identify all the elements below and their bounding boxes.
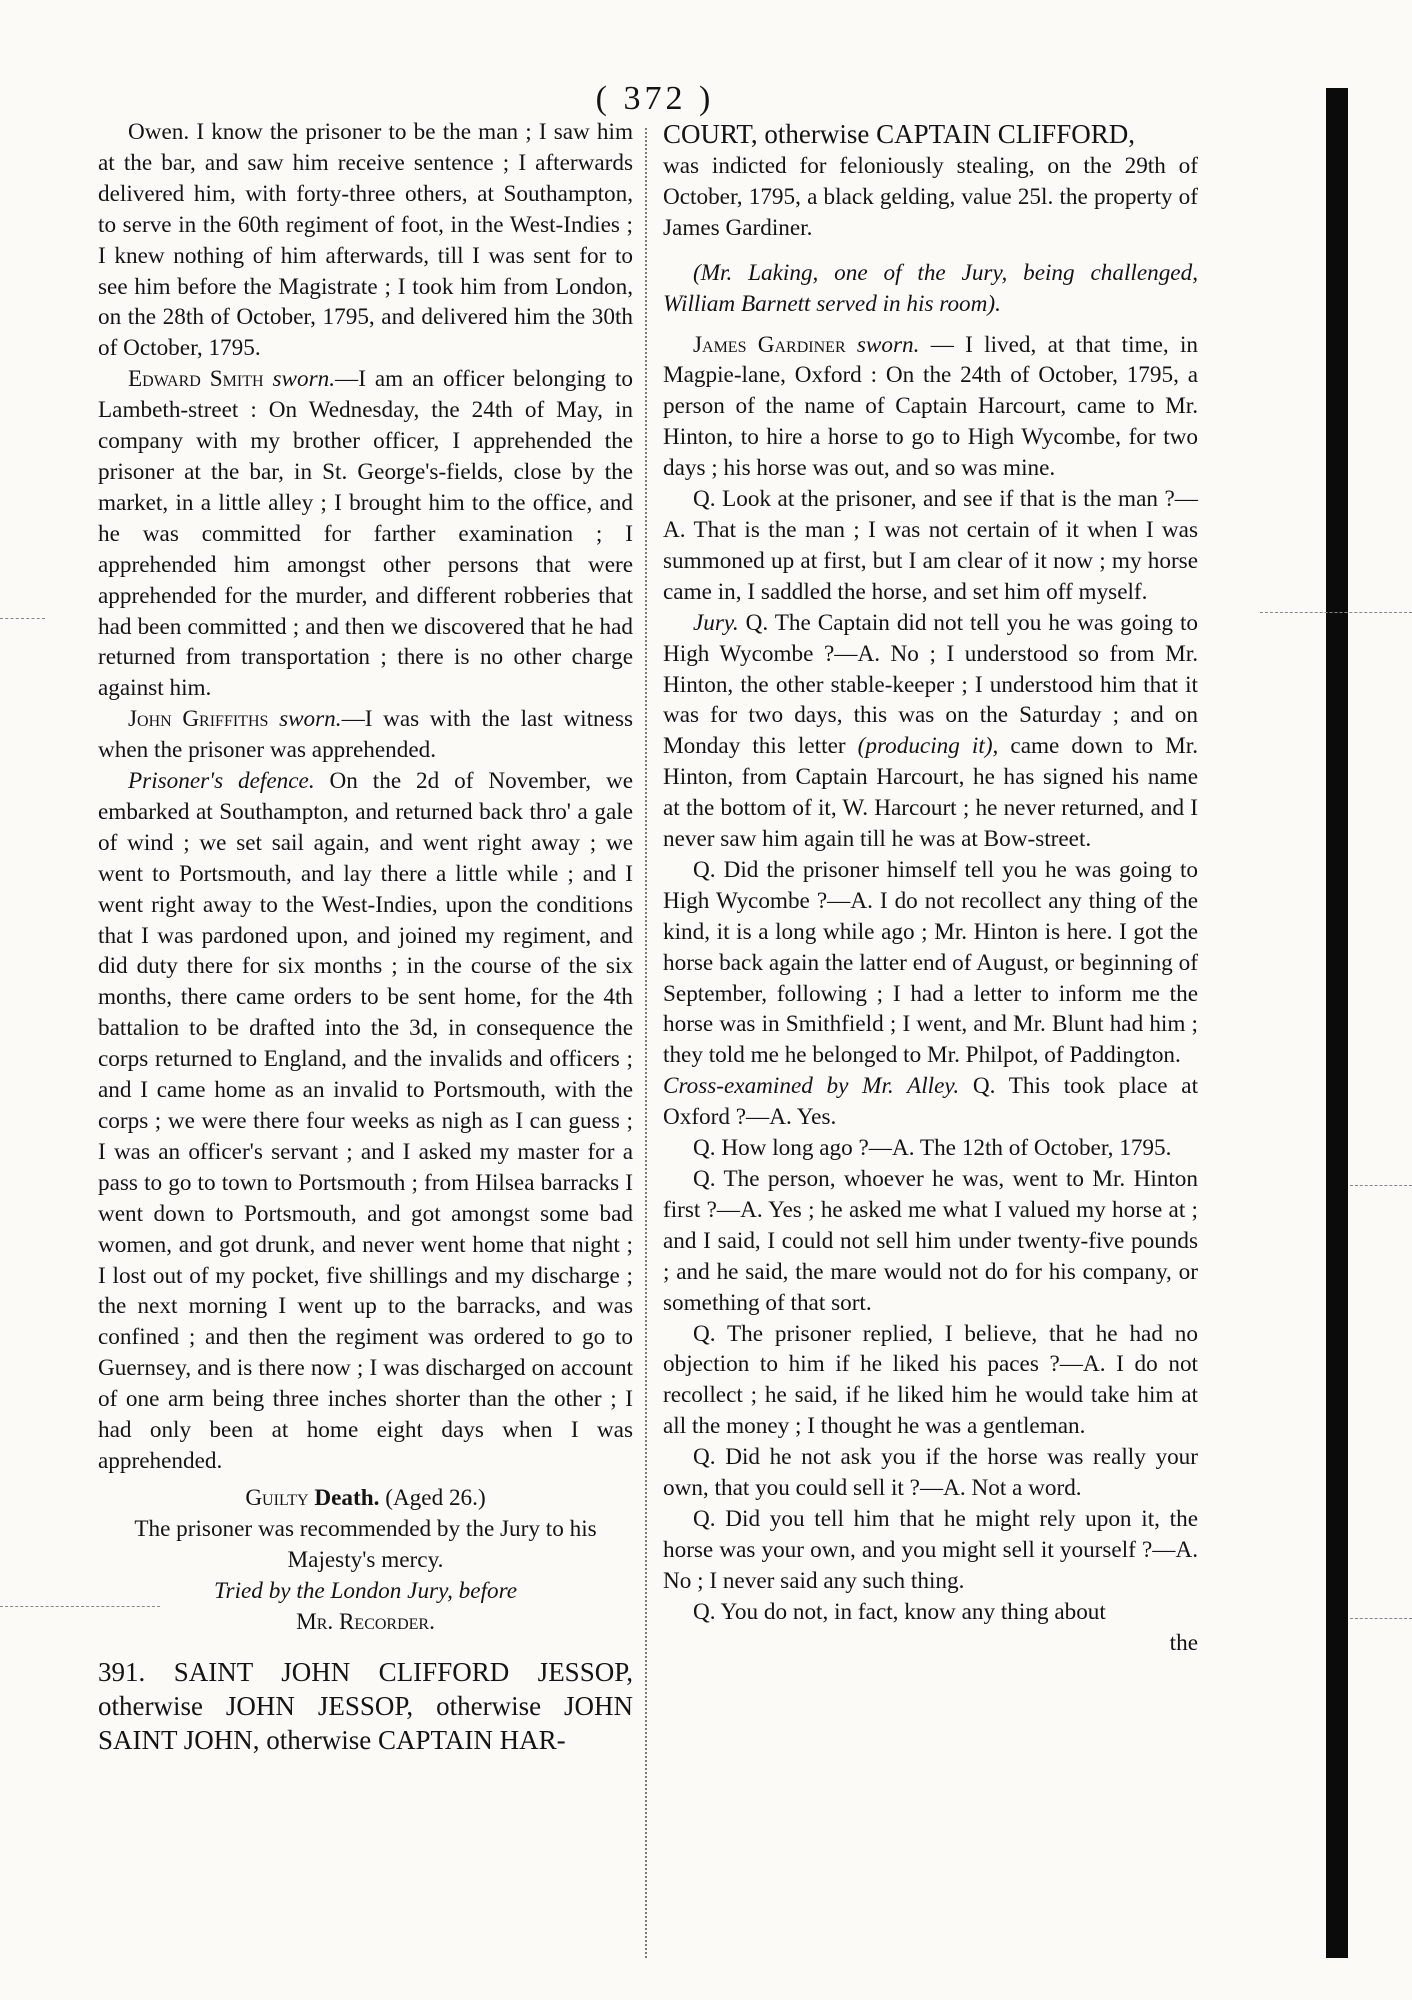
jury-note: (Mr. Laking, one of the Jury, being challenged, William Barnett served in his room).	[663, 259, 1198, 317]
question-answer: Q. Did he not ask you if the horse was really your own, that you could sell it ?—A. Not a word.	[663, 1444, 1198, 1502]
tried-before: Mr. Recorder.	[296, 1608, 435, 1635]
prisoner-defence	[98, 766, 633, 1477]
qa-text: Q. This took place at Oxford ?—A. Yes.	[663, 1073, 1199, 1131]
column-divider	[645, 128, 648, 1958]
verdict	[98, 1483, 633, 1514]
qa-text: Q. The Captain did not tell you he was going to High Wycombe ?—A. No ; I understood so from Mr. Hinton, the other stable-keeper ; I understood him that it was for two days, this was on the Saturday ; and on Monday this letter	[663, 609, 1198, 760]
scan-mark	[0, 618, 45, 620]
question-answer: Q. How long ago ?—A. The 12th of October, 1795.	[693, 1135, 1172, 1162]
testimony-text: — I lived, at that time, in Magpie-lane, Oxford : On the 24th of October, 1795, a person of the name of Captain Harcourt, came to Mr. Hinton, to hire a horse to go to High Wycombe, for two days ; his horse was out, and so was mine.	[663, 331, 1198, 482]
jury-recommendation: The prisoner was recommended by the Jury to his Majesty's mercy.	[134, 1515, 597, 1573]
left-column	[98, 117, 633, 1757]
question-answer: Q. Look at the prisoner, and see if that is the man ?—A. That is the man ; I was not certain of it when I was summoned up at first, but I am clear of it now ; my horse came in, I saddled the horse, and set him off myself.	[663, 486, 1198, 605]
testimony-owen: Owen. I know the prisoner to be the man ; I saw him at the bar, and saw him receive sentence ; I afterwards delivered him, with forty-three others, at Southampton, to serve in the 60th regiment of foot, in the West-Indies ; I knew nothing of him afterwards, till I was sent for to see him before the Magistrate ; I took him from London, on the 28th of October, 1795, and delivered him the 30th of October, 1795.	[98, 119, 633, 362]
testimony-griffiths	[98, 704, 633, 766]
jury-label: Jury.	[693, 609, 739, 636]
tried-by: Tried by the London Jury, before	[213, 1577, 518, 1604]
question-answer	[663, 608, 1198, 855]
testimony-text: —I am an officer belonging to Lambeth-street : On Wednesday, the 24th of May, in company with my brother officer, I apprehended the prisoner at the bar, in St. George's-fields, close by the market, in a little alley ; I brought him to the office, and he was committed for farther examination ; I apprehended him amongst other persons that were apprehended for the murder, and different robberies that had been committed ; and then we discovered that he had returned from transportation ; there is no other charge against him.	[98, 366, 634, 702]
testimony-smith	[98, 364, 633, 704]
defence-text: On the 2d of November, we embarked at Southampton, and returned back thro' a gale of wind ; we set sail again, and went right away ; we went to Portsmouth, and lay there a little while ; and I went right away to the West-Indies, upon the conditions that I was pardoned upon, and joined my regiment, and did duty there for six months ; in the course of the six months, there came orders to be sent home, for the 4th battalion to be drafted into the 3d, in consequence the corps returned to England, and the invalids and officers ; and I came home as an invalid to Portsmouth, with the corps ; we were there four weeks as nigh as I can guess ; I was an officer's servant ; and I asked my master for a pass to go to town to Portsmouth ; from Hilsea barracks I went down to Portsmouth, and got amongst some bad women, and got drunk, and never went home that night ; I lost out of my pocket, five shillings and my discharge ; the next morning I went up to the barracks, and was confined ; and then the regiment was ordered to go to Guernsey, and is there now ; I was discharged on account of one arm being three inches shorter than the other ; I had only been at home eight days when I was apprehended.	[98, 768, 633, 1474]
page-number: ( 372 )	[595, 80, 715, 117]
question-answer: Q. Did you tell him that he might rely upon it, the horse was your own, and you might sell it yourself ?—A. No ; I never said any such thing.	[663, 1505, 1198, 1594]
witness-name: John Griffiths	[128, 706, 269, 733]
verdict-age: (Aged 26.)	[385, 1484, 486, 1511]
verdict-guilty: Guilty	[245, 1484, 309, 1511]
scan-mark	[1350, 1185, 1412, 1187]
right-column	[663, 117, 1198, 1659]
question-answer: Q. The person, whoever he was, went to Mr. Hinton first ?—A. Yes ; he asked me what I valued my horse at ; and I said, I could not sell him under twenty-five pounds ; and he said, the mare would not do for his company, or something of that sort.	[663, 1166, 1198, 1316]
indictment: was indicted for feloniously stealing, on the 29th of October, 1795, a black gelding, value 25l. the property of James Gardiner.	[663, 153, 1198, 241]
testimony-gardiner	[663, 330, 1198, 485]
testimony-text: —I was with the last witness when the prisoner was apprehended.	[98, 706, 633, 764]
question-answer: Q. The prisoner replied, I believe, that he had no objection to him if he liked his paces ?—A. I do not recollect ; he said, if he liked him he would take him at all the money ; I thought he was a gentleman.	[663, 1320, 1198, 1440]
verdict-death: Death.	[314, 1484, 380, 1511]
cross-label: Cross-examined by Mr. Alley.	[663, 1073, 960, 1100]
case-heading-continued: COURT, otherwise CAPTAIN CLIFFORD,	[663, 119, 1135, 149]
catchword: the	[1169, 1629, 1198, 1656]
case-heading: 391. SAINT JOHN CLIFFORD JESSOP, otherwise JOHN JESSOP, otherwise JOHN SAINT JOHN, otherwise CAPTAIN HAR-	[98, 1657, 633, 1756]
question-answer: Q. You do not, in fact, know any thing about	[693, 1598, 1106, 1625]
question-answer: Q. Did the prisoner himself tell you he was going to High Wycombe ?—A. I do not recollect any thing of the kind, it is a long while ago ; Mr. Hinton is here. I got the horse back again the latter end of August, or beginning of September, following ; I had a letter to inform me the horse was in Smithfield ; I went, and Mr. Blunt had him ; they told me he belonged to Mr. Philpot, of Paddington.	[663, 856, 1198, 1069]
qa-text: came down to Mr. Hinton, from Captain Harcourt, he has signed his name at the bottom of it, W. Harcourt ; he never returned, and I never saw him again till he was at Bow-street.	[663, 733, 1198, 853]
witness-name: Edward Smith	[128, 366, 264, 393]
producing-note: (producing it),	[857, 733, 999, 760]
defence-label: Prisoner's defence.	[128, 768, 315, 795]
witness-name: James Gardiner	[693, 331, 846, 358]
cross-examination	[663, 1071, 1198, 1133]
scan-mark	[1260, 612, 1412, 614]
sworn-label: sworn.	[272, 366, 336, 393]
scan-edge-bar	[1326, 88, 1348, 1958]
scan-mark	[1350, 1618, 1412, 1620]
sworn-label: sworn.	[279, 706, 342, 733]
sworn-label: sworn.	[856, 331, 920, 358]
